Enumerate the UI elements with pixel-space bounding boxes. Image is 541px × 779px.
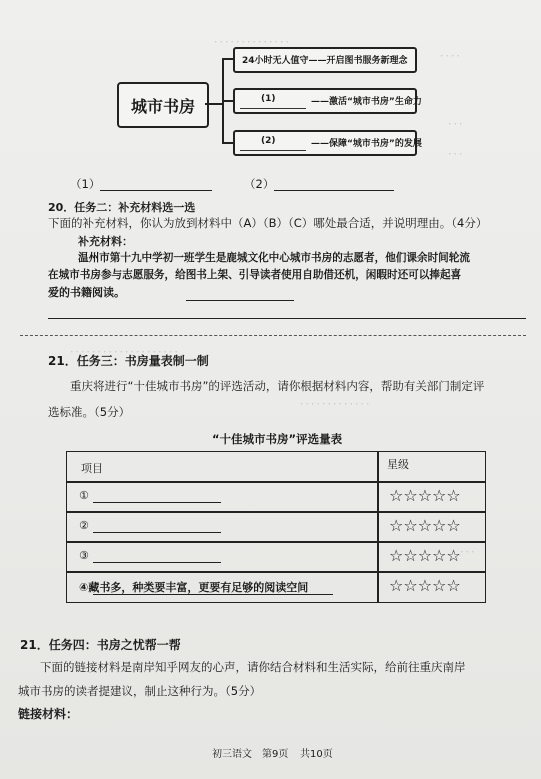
mindmap-center-node xyxy=(117,82,209,128)
table-row-2-label: ② xyxy=(79,519,89,532)
q20-prompt: 下面的补充材料，你认为放到材料中（A）（B）（C）哪处最合适，并说明理由。（4分） xyxy=(48,216,488,230)
q21b-title: 21．任务四：书房之忧帮一帮 xyxy=(20,638,181,652)
q20-material-label: 补充材料： xyxy=(78,235,133,248)
table-row-2-blank[interactable] xyxy=(93,532,221,533)
star-rating-icons: ☆☆☆☆☆ xyxy=(389,576,461,595)
mindmap-branch-3-number: (2) xyxy=(261,136,276,146)
mindmap-branch-3 xyxy=(233,130,422,156)
table-row-divider xyxy=(67,481,485,483)
q20-material-line: 在城市书房参与志愿服务，给图书上架、引导读者使用自助借还机，闲暇时还可以捧起喜 xyxy=(48,269,462,281)
table-row-1-label: ① xyxy=(79,489,89,502)
q21b-prompt-line1: 下面的链接材料是南岸知乎网友的心声，请你结合材料和生活实际，给前往重庆南岸 xyxy=(40,660,466,674)
bleed-through-text: ．．． xyxy=(448,114,470,127)
q20-material-line: 温州市第十九中学初一班学生是鹿城文化中心城市书房的志愿者，他们课余时间轮流 xyxy=(78,252,470,264)
section-divider xyxy=(20,335,526,336)
footer-subject: 初三语文 xyxy=(212,749,252,760)
star-rating-row-3 xyxy=(389,548,461,564)
q21a-prompt-line2: 选标准。（5分） xyxy=(48,405,131,419)
answer-line-q20-short[interactable] xyxy=(186,300,294,301)
q21b-link-label: 链接材料： xyxy=(18,707,79,721)
rating-scale-table xyxy=(66,451,486,603)
mindmap-branch-2-label: ——激活“城市书房”生命力 xyxy=(311,97,422,107)
table-title: “十佳城市书房”评选量表 xyxy=(212,432,343,446)
q21a-prompt-line1: 重庆将进行“十佳城市书房”的评选活动，请你根据材料内容，帮助有关部门制定评 xyxy=(70,379,485,393)
bleed-through-text: ．．． xyxy=(460,542,482,555)
mindmap-blank-2[interactable] xyxy=(240,150,306,151)
star-rating-icons: ☆☆☆☆☆ xyxy=(389,486,461,505)
answer-line-1[interactable] xyxy=(100,190,212,191)
q21b-prompt-line2: 城市书房的读者提建议，制止这种行为。（5分） xyxy=(18,684,262,698)
table-column-divider xyxy=(377,452,379,602)
table-header-item: 项目 xyxy=(81,462,103,475)
table-row-divider xyxy=(67,511,485,513)
footer-page: 第9页 xyxy=(262,749,289,760)
table-row-4-underline xyxy=(93,594,333,595)
bleed-through-text: ．．．．．．．．．．．．．．．．．．．． xyxy=(70,342,186,355)
mindmap-branch-1 xyxy=(233,47,417,73)
star-rating-row-2 xyxy=(389,518,461,534)
mindmap-branch-2 xyxy=(233,88,422,114)
answer-label-2: （2） xyxy=(244,177,275,191)
table-row-4-label: ④藏书多，种类要丰富，更要有足够的阅读空间 xyxy=(79,581,309,594)
q21a-title: 21．任务三：书房量表制一制 xyxy=(48,354,209,368)
bleed-through-text: ．．．．．．．．．．．．．． xyxy=(214,32,297,45)
answer-line-2[interactable] xyxy=(274,190,394,191)
star-rating-icons: ☆☆☆☆☆ xyxy=(389,516,461,535)
mindmap-branch-3-label: ——保障“城市书房”的发展 xyxy=(311,139,422,149)
star-rating-icons: ☆☆☆☆☆ xyxy=(389,546,461,565)
mindmap-blank-1[interactable] xyxy=(240,108,306,109)
mindmap-branch-2-number: (1) xyxy=(261,94,276,104)
q20-title: 20．任务二：补充材料选一选 xyxy=(48,201,196,214)
bleed-through-text: ．．． xyxy=(448,144,470,157)
bleed-through-text: ．．．． xyxy=(440,46,468,59)
table-row-divider xyxy=(67,571,485,573)
answer-line-q20[interactable] xyxy=(48,318,526,319)
star-rating-row-1 xyxy=(389,488,461,504)
answer-label-1: （1） xyxy=(70,177,101,191)
table-row-3-label: ③ xyxy=(79,549,89,562)
table-row-divider xyxy=(67,541,485,543)
footer-total: 共10页 xyxy=(300,749,333,760)
table-row-3-blank[interactable] xyxy=(93,562,221,563)
q20-material-line: 爱的书籍阅读。 xyxy=(48,286,125,299)
table-row-1-blank[interactable] xyxy=(93,502,221,503)
star-rating-row-4 xyxy=(389,578,461,594)
mindmap-branch-1-label: 24小时无人值守——开启图书服务新理念 xyxy=(242,56,408,66)
mindmap-connector xyxy=(205,103,223,105)
table-header-star: 星级 xyxy=(387,458,409,471)
mindmap-center-label: 城市书房 xyxy=(130,96,195,116)
bleed-through-text: ．．．．．．．．．．．．． xyxy=(300,394,377,407)
